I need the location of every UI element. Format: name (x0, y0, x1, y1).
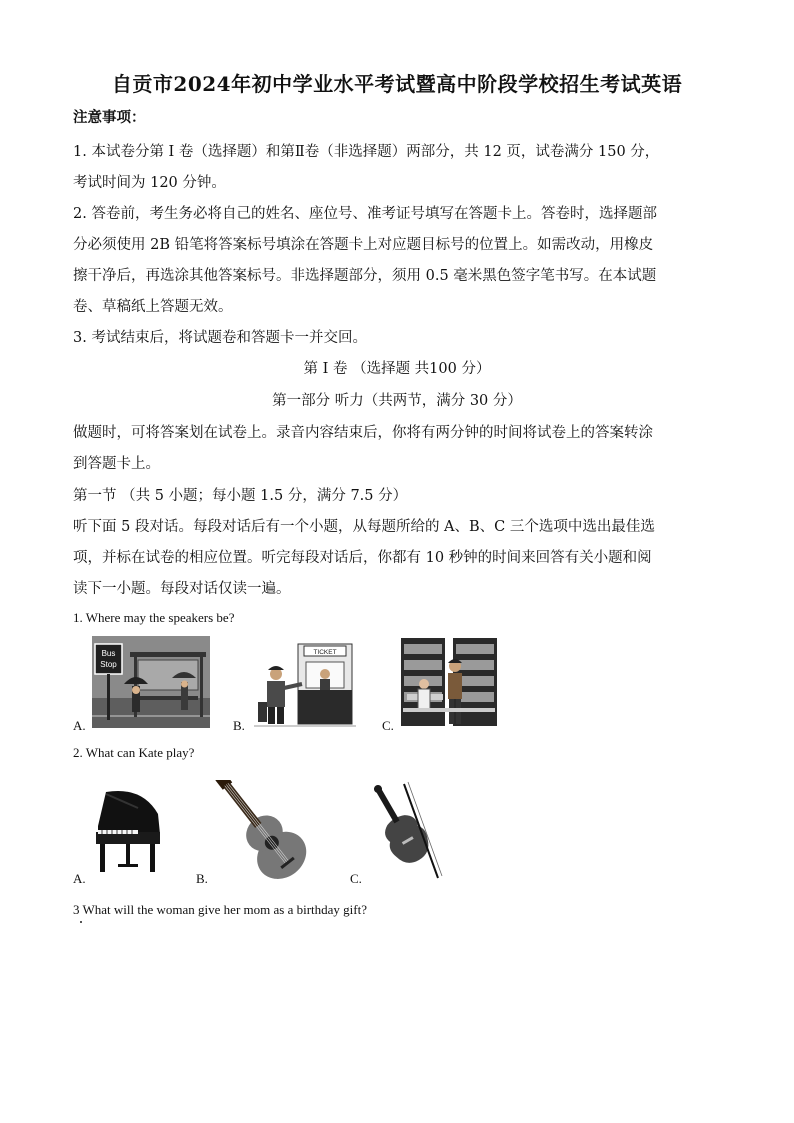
option-label: C. (350, 871, 362, 886)
option-label: B. (233, 718, 245, 733)
library-image (399, 636, 499, 728)
note-line: 卷、草稿纸上答题无效。 (73, 299, 233, 315)
note-line: 分必须使用 2B 铅笔将答案标号填涂在答题卡上对应题目标号的位置上。如需改动，用橡皮 (73, 237, 654, 253)
part-title: 第一部分 听力（共两节，满分 30 分） (272, 393, 522, 409)
guitar-image (214, 780, 324, 882)
note-line: 1. 本试卷分第 I 卷（选择题）和第Ⅱ卷（非选择题）两部分，共 12 页，试卷满分 150 分， (73, 144, 660, 160)
volume-title: 第 I 卷 （选择题 共100 分） (303, 361, 491, 377)
note-line: 擦干净后，再选涂其他答案标号。非选择题部分，须用 0.5 毫米黑色签字笔书写。在本试题 (73, 268, 657, 284)
bus-stop-image (92, 636, 210, 728)
note-line: 考试时间为 120 分钟。 (73, 175, 226, 191)
ticket-office-image (254, 640, 356, 728)
question-2: 2. What can Kate play? (73, 745, 195, 760)
speck-mark (80, 921, 82, 923)
piano-image (92, 786, 164, 878)
note-line: 2. 答卷前，考生务必将自己的姓名、座位号、准考证号填写在答题卡上。答卷时，选择题部 (73, 206, 657, 222)
option-label: B. (196, 871, 208, 886)
option-label: A. (73, 718, 86, 733)
question-1: 1. Where may the speakers be? (73, 610, 235, 625)
bus-sign-text: Stop (100, 660, 117, 669)
note-line: 3. 考试结束后，将试题卷和答题卡一并交回。 (73, 330, 367, 346)
instruction-line: 做题时，可将答案划在试卷上。录音内容结束后，你将有两分钟的时间将试卷上的答案转涂 (73, 425, 653, 441)
question-3: 3 What will the woman give her mom as a birthday gift? (73, 902, 367, 917)
notice-heading: 注意事项： (73, 109, 146, 126)
instruction-line: 到答题卡上。 (73, 456, 160, 472)
option-label: C. (382, 718, 394, 733)
ticket-sign-text: TICKET (313, 649, 337, 656)
section-instruction-line: 读下一小题。每段对话仅读一遍。 (73, 581, 291, 597)
option-label: A. (73, 871, 86, 886)
section-title: 第一节 （共 5 小题；每小题 1.5 分，满分 7.5 分） (73, 488, 408, 504)
exam-title: 自贡市2024年初中学业水平考试暨高中阶段学校招生考试英语 (111, 72, 683, 96)
section-instruction-line: 项，并标在试卷的相应位置。听完每段对话后，你都有 10 秒钟的时间来回答有关小题和阅 (73, 550, 652, 566)
section-instruction-line: 听下面 5 段对话。每段对话后有一个小题，从每题所给的 A、B、C 三个选项中选出最佳选 (73, 519, 655, 535)
violin-image (364, 778, 448, 882)
bus-sign-text: Bus (101, 649, 116, 658)
